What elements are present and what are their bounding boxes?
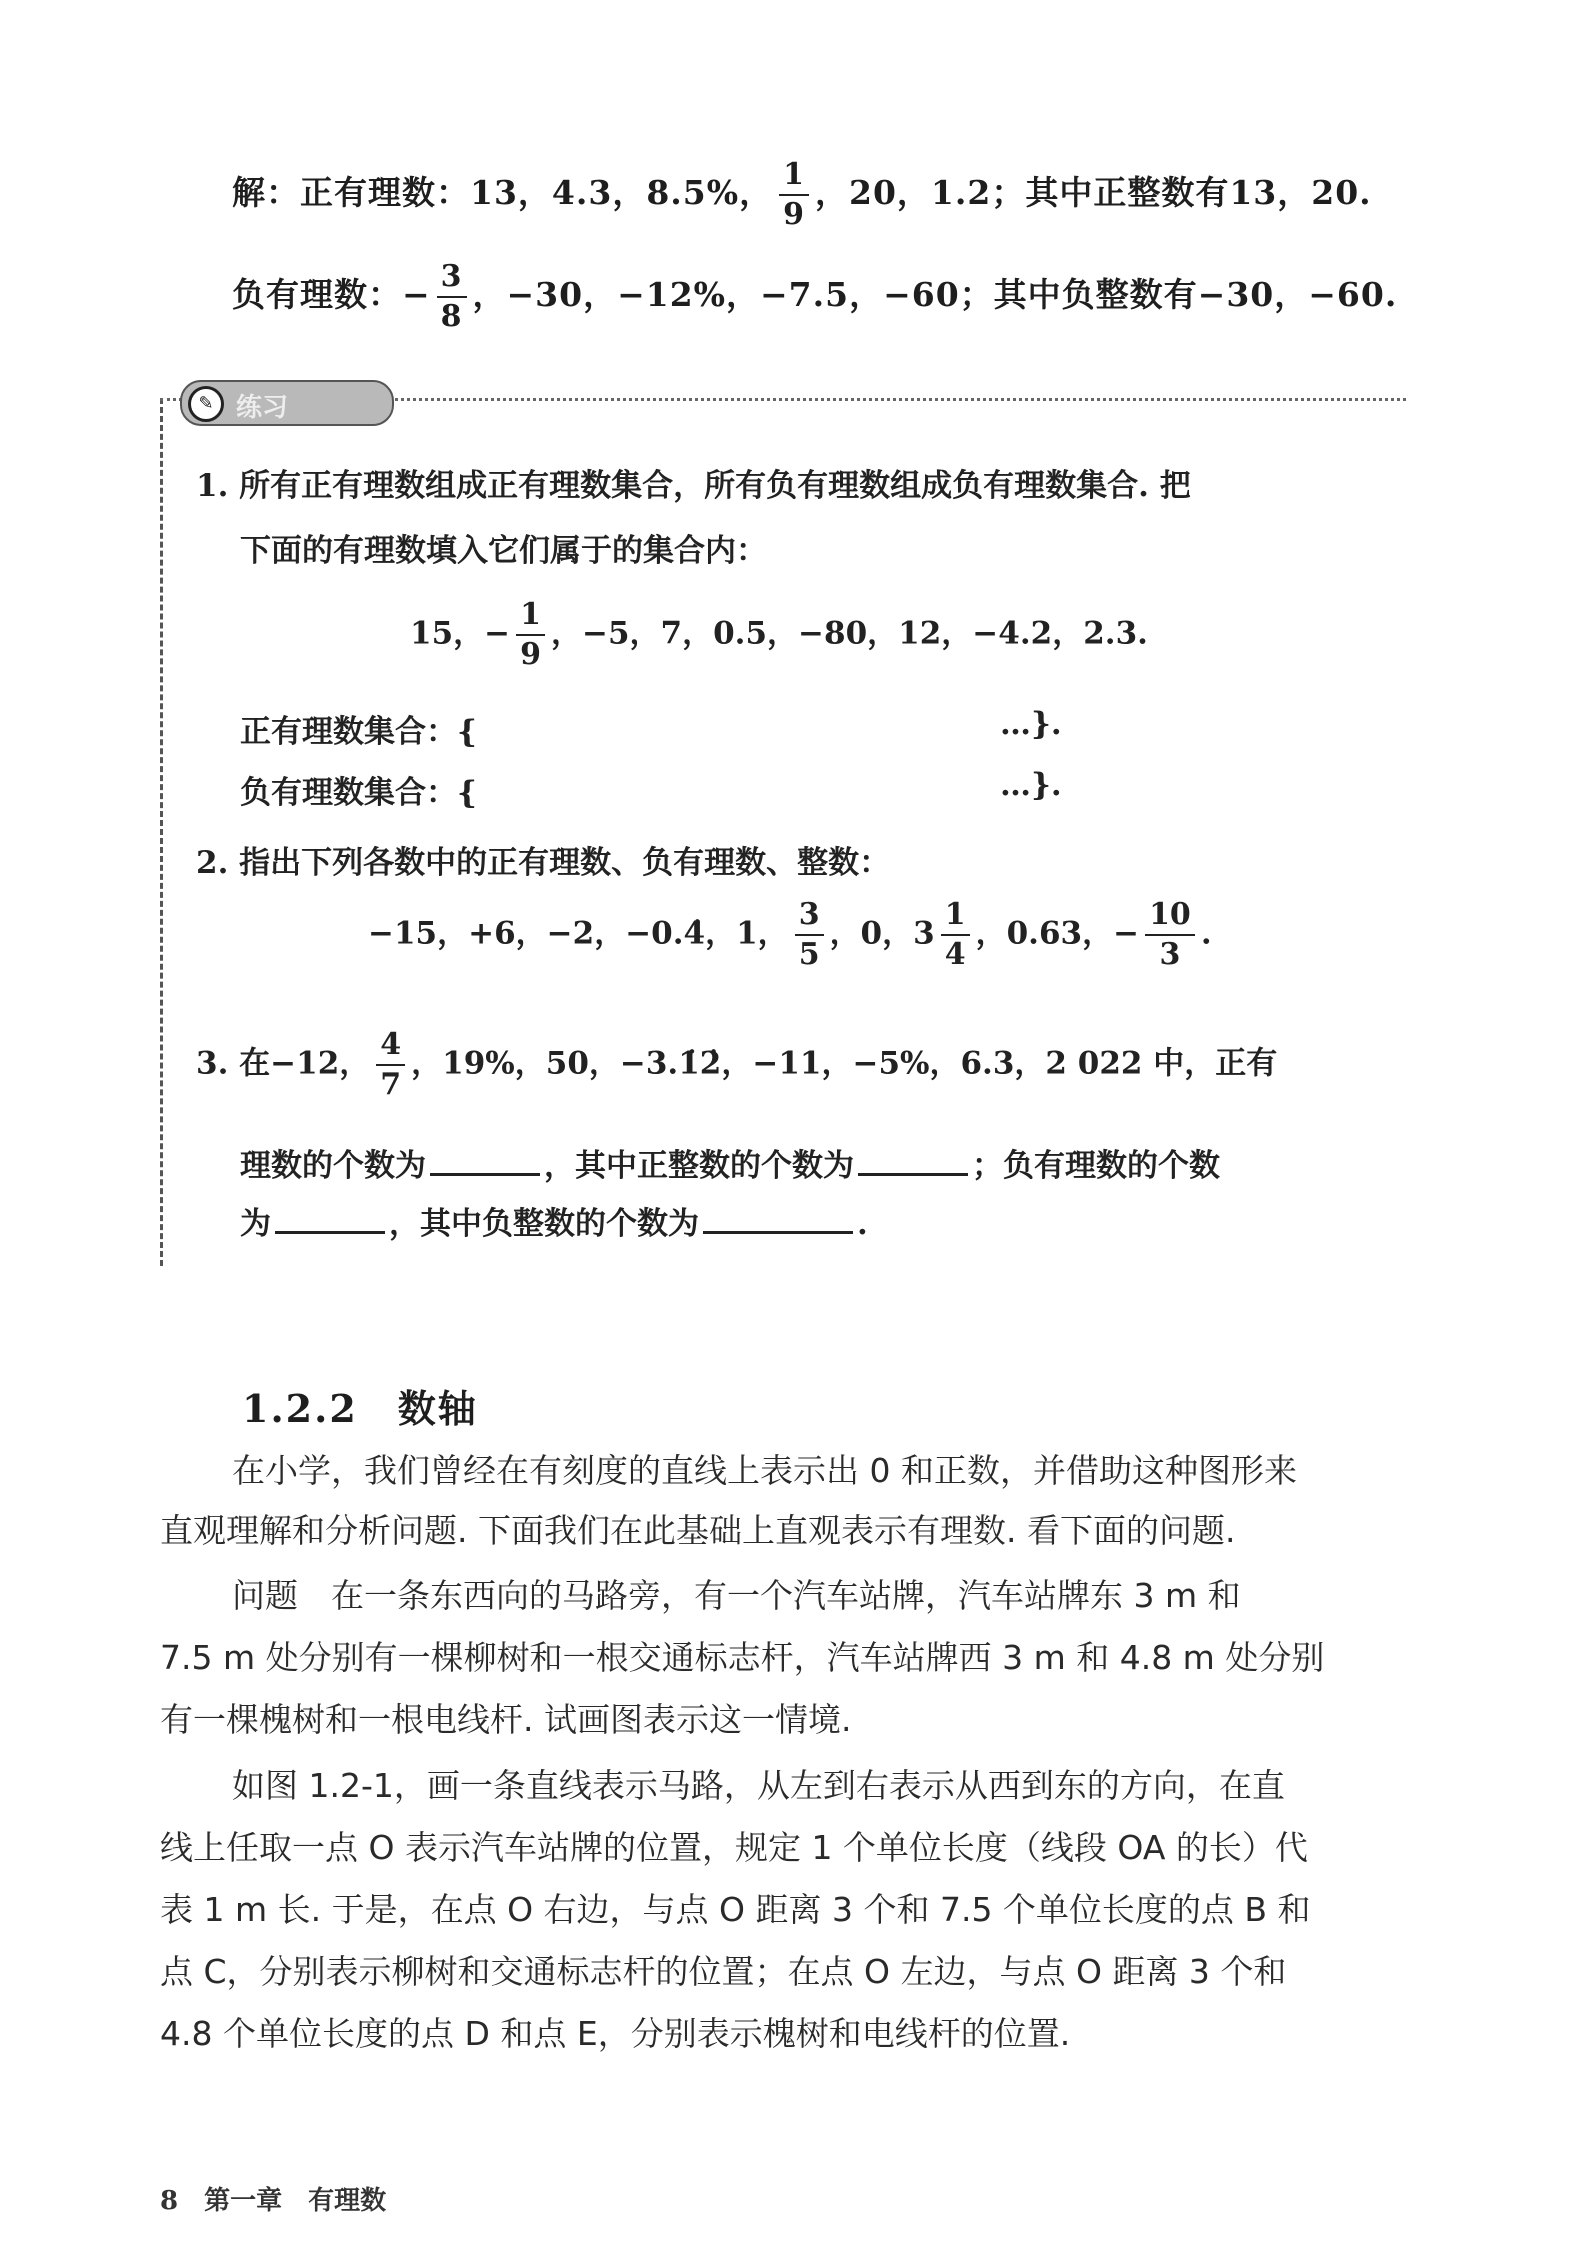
- question-1-line-1: 1. 所有正有理数组成正有理数集合，所有负有理数组成负有理数集合. 把: [196, 468, 1191, 504]
- section-title: 1.2.2 数轴: [242, 1386, 478, 1431]
- paragraph-line: 线上任取一点 O 表示汽车站牌的位置，规定 1 个单位长度（线段 OA 的长）代: [160, 1828, 1308, 1867]
- question-3-line-2: [240, 1140, 1220, 1185]
- solution-text: ，−30，−12%，−7.5，−60；其中负整数有−30，−60.: [472, 275, 1398, 314]
- question-text: 3. 在−12，: [196, 1045, 371, 1082]
- numerator: 1: [516, 600, 545, 636]
- question-text: .: [857, 1206, 868, 1242]
- positive-set-end: …}.: [1000, 706, 1062, 742]
- answer-blank[interactable]: [858, 1147, 968, 1176]
- number-list-text: ，0，3: [829, 915, 935, 952]
- pencil-icon: ✎: [188, 386, 224, 422]
- answer-blank[interactable]: [703, 1205, 853, 1234]
- fraction: [795, 897, 824, 972]
- number-list-text: 15，−: [410, 615, 511, 652]
- solution-line-2: [232, 259, 1398, 334]
- answer-blank[interactable]: [275, 1205, 385, 1234]
- denominator: 9: [520, 637, 541, 672]
- question-text: ，其中负整数的个数为: [389, 1206, 699, 1242]
- paragraph-line: 问题 在一条东西向的马路旁，有一个汽车站牌，汽车站牌东 3 m 和: [232, 1576, 1241, 1615]
- answer-blank[interactable]: [430, 1147, 540, 1176]
- numerator: 10: [1145, 900, 1195, 936]
- solution-text: ，20，1.2；其中正整数有13，20.: [814, 173, 1372, 212]
- numerator: 3: [437, 262, 467, 298]
- number-list-text: −15，+6，−2，−0.4̇，1，: [368, 915, 789, 952]
- question-3-line-3: [240, 1198, 868, 1243]
- page-footer: 8 第一章 有理数: [160, 2186, 387, 2216]
- number-list-text: ，0.63，−: [975, 915, 1140, 952]
- fraction: [437, 259, 467, 334]
- paragraph-line: 在小学，我们曾经在有刻度的直线上表示出 0 和正数，并借助这种图形来: [232, 1451, 1297, 1490]
- exercise-tag-label: 练习: [236, 393, 289, 423]
- fraction: [779, 157, 809, 232]
- numerator: 1: [941, 900, 970, 936]
- question-text: ，其中正整数的个数为: [544, 1148, 854, 1184]
- paragraph-line: 直观理解和分析问题. 下面我们在此基础上直观表示有理数. 看下面的问题.: [160, 1511, 1236, 1550]
- solution-text: 负有理数：−: [232, 275, 431, 314]
- denominator: 4: [944, 937, 966, 972]
- numerator: 1: [779, 160, 809, 196]
- question-text: 为: [240, 1206, 271, 1242]
- numerator: 4: [376, 1030, 405, 1066]
- numerator: 3: [795, 900, 824, 936]
- paragraph-line: 7.5 m 处分别有一棵柳树和一根交通标志杆，汽车站牌西 3 m 和 4.8 m 处分别: [160, 1638, 1325, 1677]
- solution-line-1: [232, 157, 1372, 232]
- question-2-line-1: 2. 指出下列各数中的正有理数、负有理数、整数：: [196, 845, 891, 881]
- fraction: [941, 897, 970, 972]
- paragraph-line: 点 C，分别表示柳树和交通标志杆的位置；在点 O 左边，与点 O 距离 3 个和: [160, 1952, 1287, 1991]
- question-1-number-list: [410, 597, 1148, 672]
- negative-set-label: 负有理数集合：{: [240, 775, 477, 811]
- question-2-number-list: [368, 897, 1212, 972]
- paragraph-line: 如图 1.2-1，画一条直线表示马路，从左到右表示从西到东的方向，在直: [232, 1766, 1285, 1805]
- solution-text: 解：正有理数：13，4.3，8.5%，: [232, 173, 774, 212]
- fraction: [516, 597, 545, 672]
- question-1-line-2: 下面的有理数填入它们属于的集合内：: [240, 533, 767, 569]
- exercise-tag: [180, 380, 394, 426]
- denominator: 8: [440, 299, 463, 334]
- number-list-text: ，−5，7，0.5，−80，12，−4.2，2.3.: [551, 615, 1148, 652]
- denominator: 3: [1159, 937, 1181, 972]
- denominator: 7: [380, 1067, 402, 1102]
- paragraph-line: 表 1 m 长. 于是，在点 O 右边，与点 O 距离 3 个和 7.5 个单位长度的点 B 和: [160, 1890, 1311, 1929]
- paragraph-line: 4.8 个单位长度的点 D 和点 E，分别表示槐树和电线杆的位置.: [160, 2014, 1071, 2053]
- number-list-text: .: [1200, 915, 1212, 952]
- denominator: 9: [783, 197, 805, 232]
- question-text: ，19%，50，−3.1̇2̇，−11，−5%，6.3，2 022 中，正有: [411, 1045, 1278, 1082]
- denominator: 5: [798, 937, 820, 972]
- fraction: [1145, 897, 1195, 972]
- positive-set-label: 正有理数集合：{: [240, 714, 477, 750]
- paragraph-line: 有一棵槐树和一根电线杆. 试画图表示这一情境.: [160, 1700, 852, 1739]
- question-text: 理数的个数为: [240, 1148, 426, 1184]
- negative-set-end: …}.: [1000, 767, 1062, 803]
- question-text: ；负有理数的个数: [972, 1148, 1220, 1184]
- fraction: [376, 1027, 405, 1102]
- question-3-line-1: [196, 1027, 1278, 1102]
